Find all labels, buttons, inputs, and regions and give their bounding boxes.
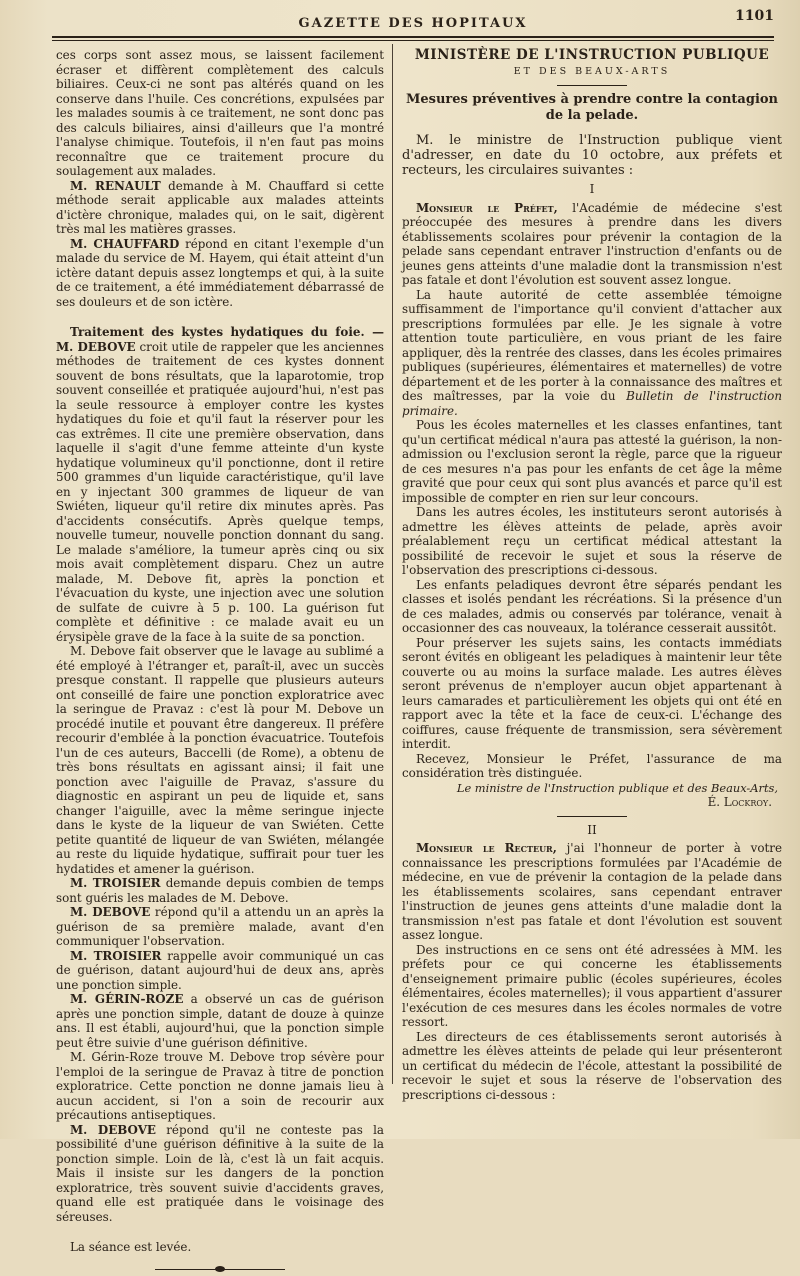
speaker-name: M. DEBOVE [70, 1122, 156, 1137]
paragraph: M. CHAUFFARD répond en citant l'exemple d'un malade du service de M. Hayem, qui était atteint d'un ictère datant depuis assez longtemps et qui, à la suite de ce traitement, a été immédiatement débarrassé de ses douleurs et de son ictère. [56, 236, 385, 309]
signature-name: É. Lockroy. [707, 795, 772, 809]
article-heading: Mesures préventives à prendre contre la contagion de la pelade. [405, 92, 779, 123]
spacer [56, 1224, 384, 1240]
speaker-name: M. DEBOVE [56, 339, 136, 354]
column-divider [392, 44, 393, 1084]
paragraph: M. TROISIER rappelle avoir communiqué un cas de guérison, datant aujourd'hui de deux ans, après une ponction simple. [56, 948, 384, 992]
signature-line: Le ministre de l'Instruction publique et des Beaux-Arts, [456, 780, 778, 795]
paragraph: M. DEBOVE répond qu'il ne conteste pas la possibilité d'une guérison définitive à la suite de la ponction simple. Loin de là, c'est là un fait acquis. Mais il insiste sur les dangers de la ponction exploratrice, très souvent suivie d'accidents graves, quand elle est pratiquée dans le voisinage des séreuses. [56, 1122, 384, 1224]
left-column [56, 48, 384, 1276]
end-ornament [155, 1269, 285, 1276]
paragraph: La haute autorité de cette assemblée témoigne suffisamment de l'importance qu'il convient d'attacher aux prescriptions formulées par elle. Je les signale à votre attention toute particulière, en vous priant de les faire appliquer, dès la rentrée des classes, dans les écoles primaires publiques (supérieures, élémentaires et maternelles) de votre département et de les porter à la connaissance des maîtres et des maîtresses, par la voie du Bulletin de l'instruction primaire. [402, 287, 782, 418]
ministry-title: MINISTÈRE DE L'INSTRUCTION PUBLIQUE [414, 47, 770, 63]
section-numeral: I [589, 182, 595, 196]
salutation: Monsieur le Recteur, [416, 841, 557, 855]
page-header [52, 8, 774, 34]
paragraph: M. TROISIER demande depuis combien de temps sont guéris les malades de M. Debove. [56, 876, 385, 905]
paragraph: Les enfants peladiques devront être séparés pendant les classes et isolés pendant les récréations. Si la présence d'un de ces malades, admis ou conservés par tolérance, venait à occasionner des cas nouveaux, la tolérance cesserait aussitôt. [402, 577, 782, 635]
ornament-dot [215, 1266, 225, 1272]
paragraph: Les directeurs de ces établissements seront autorisés à admettre les élèves atteints de pelade qui leur présenteront un certificat du médecin de l'école, attestant la possibilité de recevoir le sujet et sous la réserve de l'observation des prescriptions ci-dessous : [402, 1029, 782, 1102]
section-title: Traitement des kystes hydatiques du foie. — [70, 325, 384, 339]
paragraph: M. DEBOVE répond qu'il a attendu un an après la guérison de sa première malade, avant d'en communiquer l'observation. [56, 905, 385, 948]
paragraph: Traitement des kystes hydatiques du foie. — M. DEBOVE croit utile de rappeler que les anciennes méthodes de traitement de ces kystes donnent souvent de bons résultats, que la laparotomie, trop souvent conseillée et pratiquée aujourd'hui, n'est pas la seule ressource à employer contre les kystes hydatiques du foie et qu'il faut la réserver pour les cas extrêmes. Il cite une première observation, dans laquelle il s'agit d'une femme atteinte d'un kyste hydatique volumineux qu'il ponctionne, dont il retire 500 grammes d'un liquide caractéristique, qu'il lave en y injectant 300 grammes de liqueur de van Swiéten, liqueur qu'il retire dix minutes après. Pas d'accidents consécutifs. Après quelque temps, nouvelle tumeur, nouvelle ponction donnant du sang. Le malade s'améliore, la tumeur après cinq ou six mois avait complètement disparu. Chez un autre malade, M. Debove fit, après la ponction et l'évacuation du kyste, une injection avec une solution de sulfate de cuivre à 5 p. 100. La guérison fut complète et définitive : ce malade avait eu un érysipèle grave de la face à la suite de sa ponction. [56, 325, 385, 644]
spacer [56, 309, 384, 325]
paragraph: Recevez, Monsieur le Préfet, l'assurance de ma considération très distinguée. [402, 751, 782, 780]
right-column [402, 48, 782, 1102]
speaker-name: M. TROISIER [70, 948, 162, 963]
speaker-name: M. GÉRIN-ROZE [70, 992, 184, 1006]
speaker-name: M. CHAUFFARD [70, 236, 180, 251]
paragraph: Dans les autres écoles, les instituteurs seront autorisés à admettre les élèves atteints de pelade, après avoir préalablement reçu un certificat médical attestant la possibilité de recevoir le sujet et sous la réserve de l'observation des prescriptions ci-dessous. [402, 505, 782, 577]
paragraph: Pour préserver les sujets sains, les contacts immédiats seront évités en obligeant les peladiques à maintenir leur tête couverte ou au moins la surface malade. Les autres élèves seront prévenus de n'employer aucun objet appartenant à leurs camarades et particulièrement les objets qui ont été en rapport avec la tête et la face de ceux-ci. L'échange des coiffures, cause fréquente de transmission, sera sévèrement interdit. [402, 635, 782, 751]
header-rule [52, 36, 774, 38]
header-rule-thin [52, 40, 774, 41]
paragraph: Pous les écoles maternelles et les classes enfantines, tant qu'un certificat médical n'aura pas attesté la guérison, la non-admission ou l'exclusion seront la règle, parce que la rigueur de ces mesures n'a pas pour les enfants de cet âge la même gravité que pour ceux qui sont plus avancés et parce qu'il est impossible de compter en rien sur leur concours. [402, 418, 782, 505]
spacer [402, 124, 782, 133]
salutation: Monsieur le Préfet, [416, 200, 558, 215]
page-number: 1101 [735, 8, 774, 24]
journal-title: GAZETTE DES HOPITAUX [298, 16, 528, 31]
paragraph: ces corps sont assez mous, se laissent facilement écraser et diffèrent complètement des calculs biliaires. Ceux-ci ne sont pas altérés quand on les conserve dans l'huile. Ces concrétions, expulsées par les malades soumis à ce traitement, ne sont donc pas des calculs biliaires, ainsi d'ailleurs que l'a montré l'analyse chimique. Toutefois, il n'en faut pas moins reconnaître que ce traitement procure du soulagement aux malades. [56, 48, 384, 178]
paragraph: M. GÉRIN-ROZE a observé un cas de guérison après une ponction simple, datant de douze à quinze ans. Il est établi, aujourd'hui, que la ponction simple peut être suivie d'une guérison définitive. [56, 992, 385, 1050]
paragraph: Monsieur le Recteur, j'ai l'honneur de porter à votre connaissance les prescriptions formulées par l'Académie de médecine, en vue de prévenir la contagion de la pelade dans les établissements scolaires, sans cependant entraver l'instruction de jeunes gens atteints d'une maladie dont la transmission n'est pas fatale et dont l'évolution est souvent assez longue. [402, 841, 782, 942]
paragraph: M. RENAULT demande à M. Chauffard si cette méthode serait applicable aux malades atteints d'ictère chronique, malades qui, on le sait, digèrent très mal les matières grasses. [56, 178, 385, 236]
speaker-name: M. TROISIER [70, 876, 161, 890]
closing-line: La séance est levée. [70, 1240, 192, 1254]
article-intro: M. le ministre de l'Instruction publique vient d'adresser, en date du 10 octobre, aux préfets et recteurs, les circulaires suivantes : [402, 133, 782, 178]
section-rule [557, 816, 627, 817]
paragraph: M. Debove fait observer que le lavage au sublimé a été employé à l'étranger et, paraît-il, avec un succès presque constant. Il rappelle que plusieurs auteurs ont conseillé de faire une ponction exploratrice avec la seringue de Pravaz : c'est là pour M. Debove un procédé inutile et pouvant être dangereux. Il préfère recourir d'emblée à la ponction évacuatrice. Toutefois l'un de ces auteurs, Baccelli (de Rome), a obtenu de très bons résultats en agissant ainsi; il fait une ponction avec l'aiguille de Pravaz, s'assure du diagnostic en aspirant un peu de liquide et, sans changer l'aiguille, avec la même seringue injecte dans le kyste de la liqueur de van Swiéten. Cette petite quantité de liqueur de van Swiéten, mélangée au reste du liquide hydatique, suffirait pour tuer les hydatides et amener la guérison. [56, 644, 384, 876]
section-rule [557, 85, 627, 86]
bulletin-title: Bulletin de l'instruction primaire. [402, 389, 782, 418]
section-numeral: II [587, 822, 597, 837]
ministry-subtitle: ET DES BEAUX-ARTS [513, 65, 671, 77]
speaker-name: M. DEBOVE [70, 905, 151, 919]
speaker-name: M. RENAULT [70, 178, 161, 193]
paragraph: Monsieur le Préfet, l'Académie de médecine s'est préoccupée des mesures à prendre dans les divers établissements scolaires pour prévenir la contagion de la pelade sans cependant entraver l'instruction d'enfants ou de jeunes gens atteints d'une maladie dont la transmission n'est pas fatale et dont l'évolution est souvent assez longue. [402, 200, 782, 287]
paragraph: Des instructions en ce sens ont été adressées à MM. les préfets pour ce qui concerne les établissements d'enseignement primaire public (écoles supérieures, écoles élémentaires, écoles maternelles); il vous appartient d'assurer l'exécution de ces mesures dans les écoles normales de votre ressort. [402, 942, 782, 1029]
paragraph: M. Gérin-Roze trouve M. Debove trop sévère pour l'emploi de la seringue de Pravaz à titre de ponction exploratrice. Cette ponction ne donne jamais lieu à aucun accident, si l'on a soin de recourir aux précautions antiseptiques. [56, 1050, 384, 1122]
